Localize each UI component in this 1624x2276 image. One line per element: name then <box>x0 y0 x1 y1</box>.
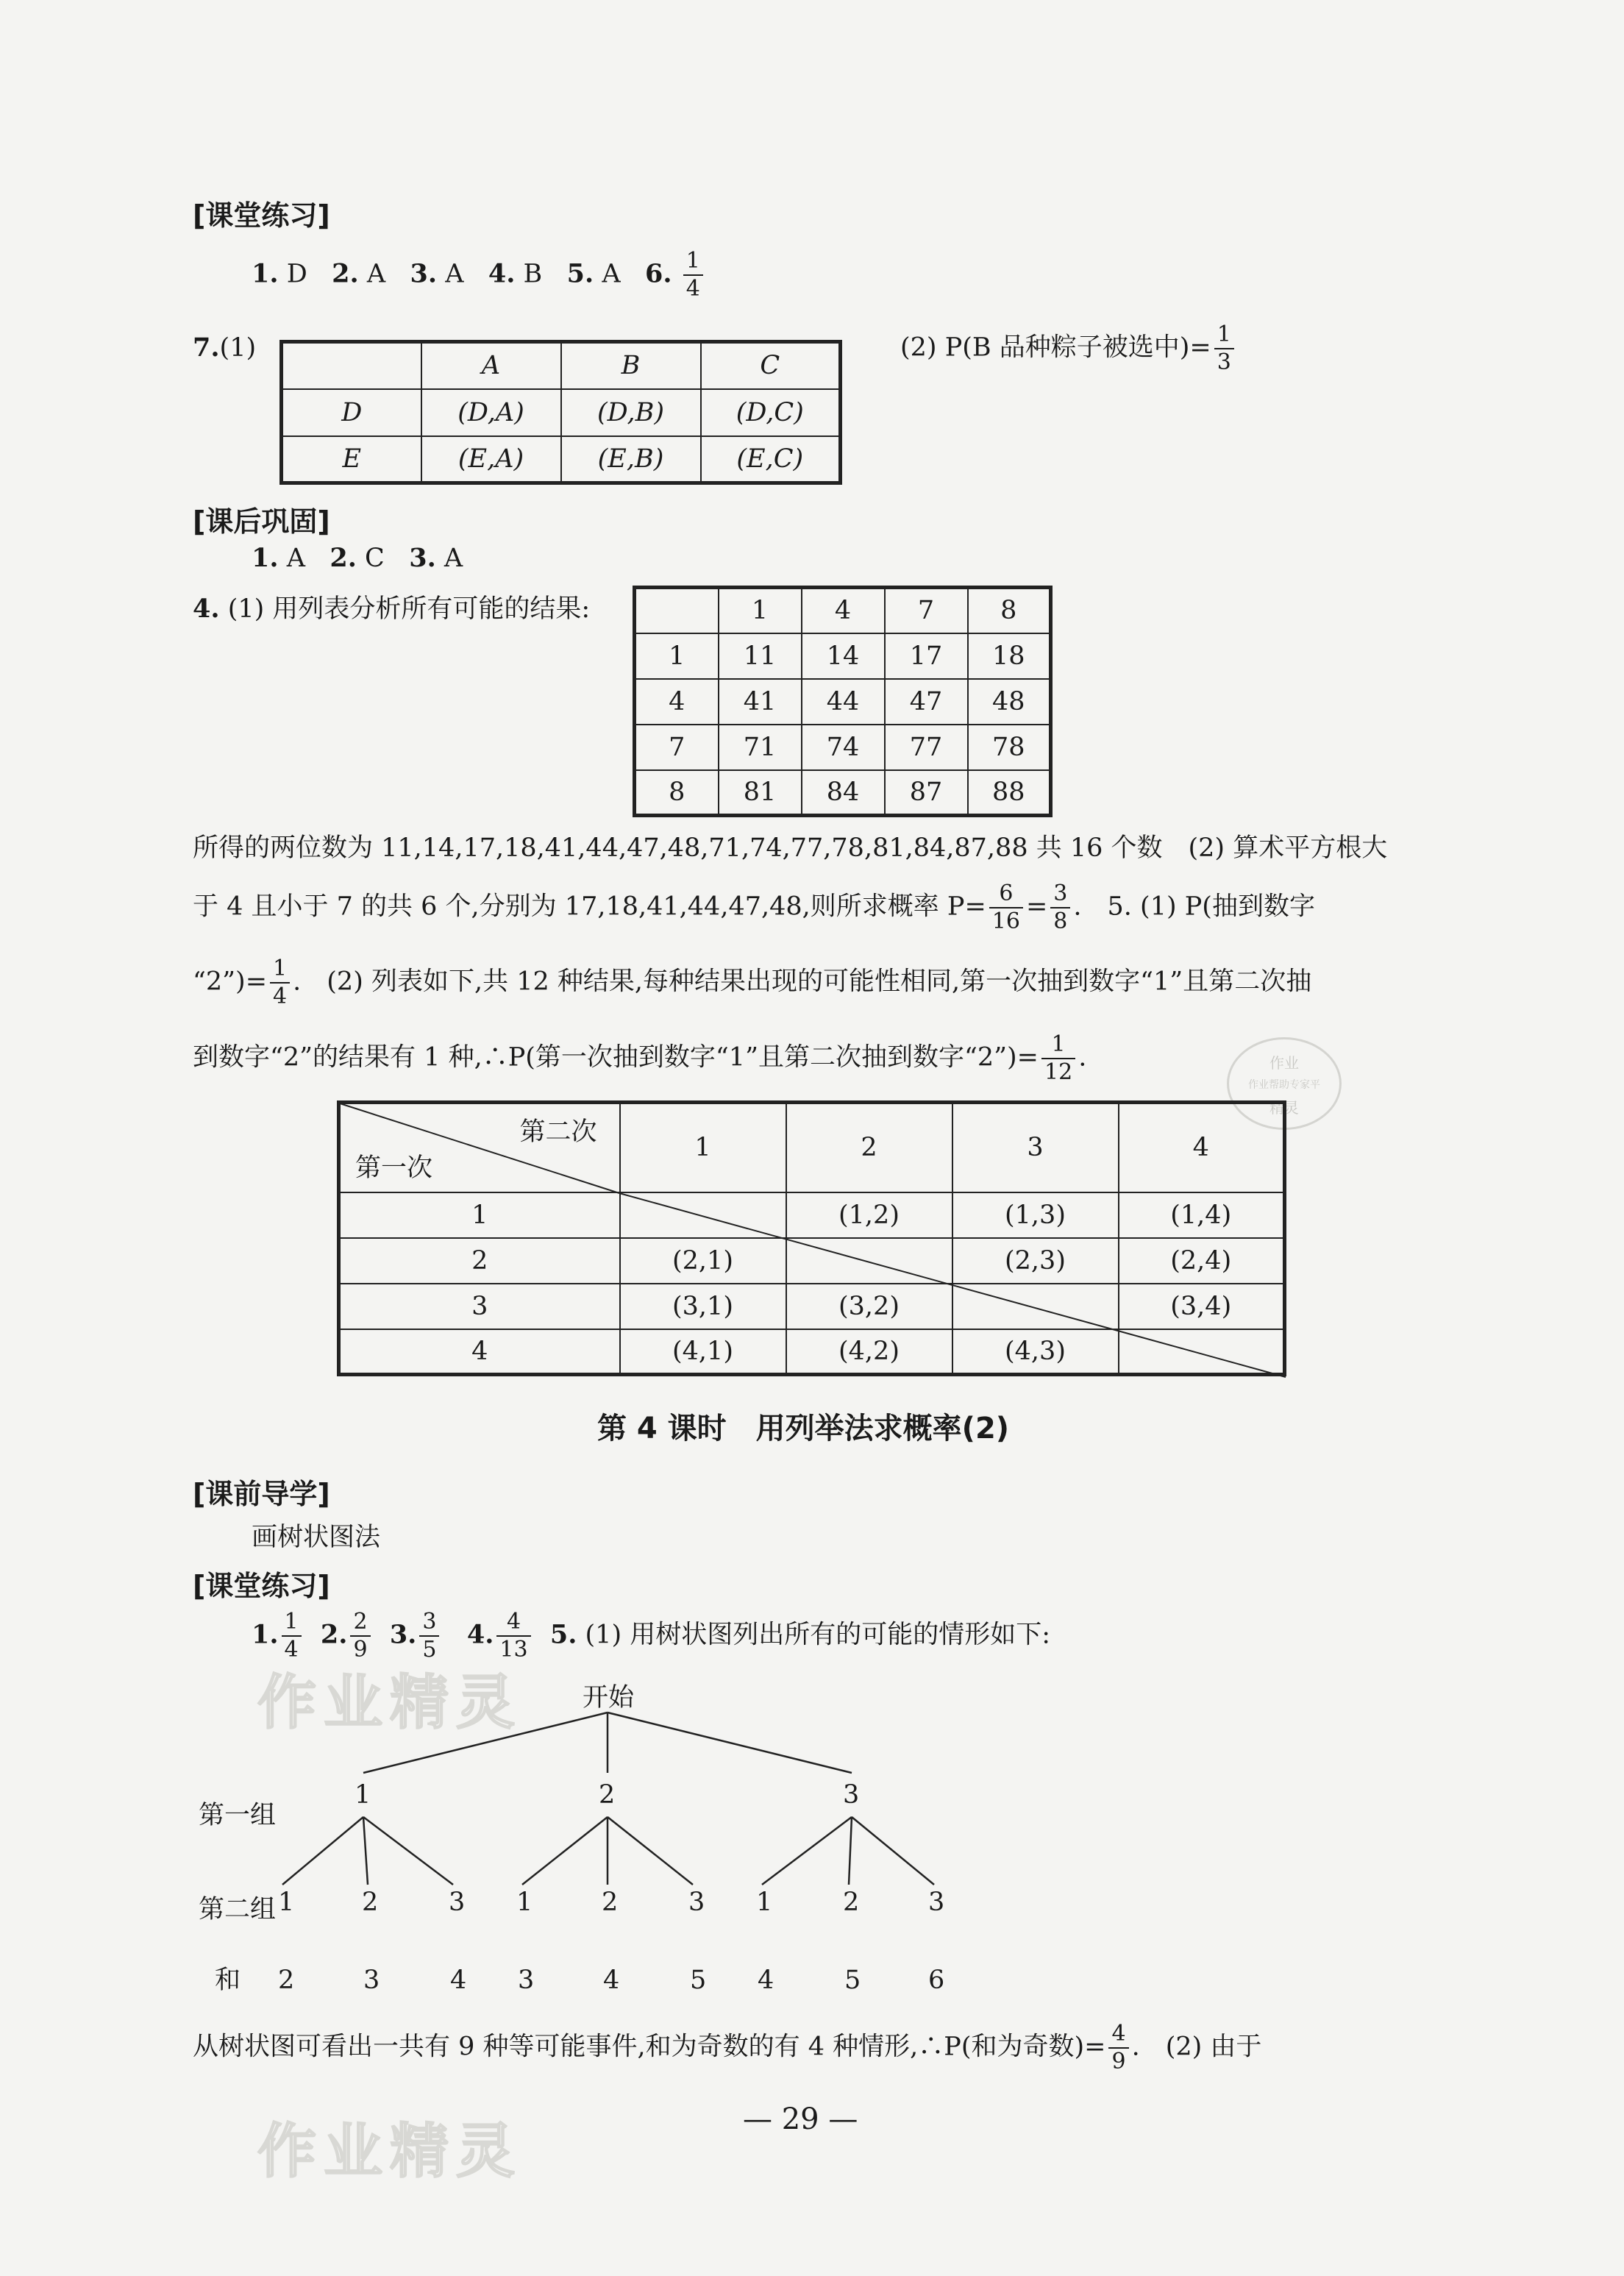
q4-para2-tail: . 5. (1) P(抽到数字 <box>1073 892 1315 922</box>
after-q3-label: 3. <box>409 543 436 573</box>
q5-row-header: 4 <box>339 1329 620 1375</box>
tree-level2-node: 3 <box>928 1888 945 1917</box>
q4-paragraph-3 <box>193 958 1311 1008</box>
answers-line-1 <box>252 250 706 300</box>
p2-q1-fraction: $\frac{1}{4}$ <box>282 1611 302 1661</box>
q4-table <box>633 586 1053 817</box>
p2-q2-fraction: $\frac{2}{9}$ <box>350 1611 370 1661</box>
q5-cell: (3,1) <box>620 1284 786 1329</box>
q2-label: 2. <box>332 258 359 289</box>
section-heading-after-class: [课后巩固] <box>193 505 330 538</box>
q7-cell: (E,A) <box>421 436 561 483</box>
q3-label: 3. <box>410 258 438 289</box>
q5-row-header: 2 <box>339 1238 620 1284</box>
q5-cell: (1,4) <box>1119 1192 1285 1238</box>
q7-row-header: E <box>282 436 421 483</box>
tree-edge <box>852 1817 934 1885</box>
q4-row-header: 1 <box>635 633 719 679</box>
q5-table-wrapper <box>337 1100 1283 1373</box>
section-heading-classroom-practice-2: [课堂练习] <box>193 1570 330 1602</box>
q6-fraction: $\frac{1}{4}$ <box>683 250 703 300</box>
q5-cell: (3,4) <box>1119 1284 1285 1329</box>
q5-table-diagonals <box>337 1100 1290 1380</box>
q4-row-header: 4 <box>635 679 719 725</box>
conclusion-fraction: $\frac{4}{9}$ <box>1108 2023 1128 2073</box>
q7-cell: (D,B) <box>561 389 701 436</box>
q4-row-header: 7 <box>635 725 719 770</box>
q4-cell: 47 <box>885 679 968 725</box>
q4-cell: 14 <box>802 633 885 679</box>
q5-conclusion-text: 到数字“2”的结果有 1 种,∴P(第一次抽到数字“1”且第二次抽到数字“2”)= <box>193 1042 1039 1073</box>
q4-cell: 84 <box>802 770 885 816</box>
q4-cell: 74 <box>802 725 885 770</box>
tree-edge <box>608 1817 693 1885</box>
q7-cell: (E,B) <box>561 436 701 483</box>
q5-conclusion-tail: . <box>1078 1042 1087 1073</box>
q7-table <box>279 340 842 485</box>
q3-answer: A <box>445 259 464 289</box>
q5-part1-fraction: $\frac{1}{4}$ <box>270 958 290 1008</box>
q4-paragraph-4 <box>193 1031 1087 1085</box>
q5-cell: (1,3) <box>952 1192 1119 1238</box>
tree-sum: 3 <box>518 1966 535 1995</box>
tree-level1-node: 2 <box>599 1780 616 1810</box>
main-diagonal-line <box>619 1193 1286 1377</box>
q5-answer: A <box>602 259 621 289</box>
q5-col-header: 1 <box>620 1103 786 1192</box>
q4-table-header: 1 <box>719 588 802 633</box>
tree-sum: 4 <box>603 1966 620 1995</box>
stamp-mid-text: 作业帮助专家平 <box>1248 1079 1320 1091</box>
after-q1-answer: A <box>286 544 305 573</box>
tree-sum: 5 <box>844 1966 861 1995</box>
tree-edge <box>762 1817 852 1885</box>
q5-cell: (1,2) <box>786 1192 952 1238</box>
q4-cell: 18 <box>968 633 1051 679</box>
watermark-bottom: 作业精灵 <box>257 2117 522 2186</box>
q5-corner-bottom: 第一次 <box>355 1153 433 1183</box>
q6-label: 6. <box>645 258 672 289</box>
q7-header-cell: B <box>561 342 701 389</box>
q4-cell: 11 <box>719 633 802 679</box>
q5-cell: (4,3) <box>952 1329 1119 1375</box>
tree-sum: 6 <box>928 1966 945 1995</box>
pre-class-text: 画树状图法 <box>252 1523 381 1552</box>
tree-edge <box>849 1817 852 1885</box>
q7-part1: (1) <box>219 333 257 363</box>
tree-level2-node: 3 <box>688 1888 705 1917</box>
q4-cell: 48 <box>968 679 1051 725</box>
q4-paragraph-2 <box>193 883 1315 933</box>
q4-table-header: 7 <box>885 588 968 633</box>
q5-col-header: 3 <box>952 1103 1119 1192</box>
q4-table-header: 4 <box>802 588 885 633</box>
conclusion-tail: . (2) 由于 <box>1131 2032 1262 2062</box>
stamp-top-text: 作业 <box>1269 1054 1299 1072</box>
q5-label: 5. <box>566 258 594 289</box>
after-q2-label: 2. <box>330 543 357 573</box>
tree-edge <box>363 1817 368 1885</box>
p2-q4-fraction: $\frac{4}{13}$ <box>496 1611 530 1661</box>
q5-cell: (2,1) <box>620 1238 786 1284</box>
after-q3-answer: A <box>444 544 463 573</box>
q7-row-header: D <box>282 389 421 436</box>
tree-edge <box>522 1817 608 1885</box>
after-q1-label: 1. <box>252 543 279 573</box>
tree-level2-node: 1 <box>278 1888 295 1917</box>
lesson-title: 第 4 课时 用列举法求概率(2) <box>597 1412 1010 1445</box>
p2-q5-text: (1) 用树状图列出所有的可能的情形如下: <box>585 1620 1051 1650</box>
tree-level1-node: 3 <box>843 1780 860 1810</box>
q2-answer: A <box>366 259 386 289</box>
q1-answer: D <box>286 259 307 289</box>
p2-q1-label: 1. <box>252 1619 279 1650</box>
tree-level2-node: 2 <box>362 1888 379 1917</box>
q7-label-row <box>193 332 256 363</box>
tree-sum: 2 <box>278 1966 295 1995</box>
after-q2-answer: C <box>365 544 385 573</box>
q4-intro <box>193 588 590 625</box>
q5-cell: (2,3) <box>952 1238 1119 1284</box>
q4-cell: 88 <box>968 770 1051 816</box>
tree-conclusion <box>193 2023 1261 2073</box>
tree-group2-label: 第二组 <box>199 1895 277 1924</box>
q7-cell: (D,A) <box>421 389 561 436</box>
tree-level2-node: 1 <box>756 1888 773 1917</box>
q7-cell <box>282 342 421 389</box>
q4-cell: 44 <box>802 679 885 725</box>
q7-part2 <box>900 321 1237 375</box>
tree-level2-node: 1 <box>516 1888 533 1917</box>
q5-conclusion-fraction: $\frac{1}{12}$ <box>1041 1034 1075 1084</box>
q4-para2-text: 于 4 且小于 7 的共 6 个,分别为 17,18,41,44,47,48,则所求概率 P= <box>193 892 986 922</box>
section-heading-pre-class: [课前导学] <box>193 1478 330 1510</box>
q7-cell: (E,C) <box>701 436 841 483</box>
tree-level2-node: 2 <box>843 1888 860 1917</box>
tree-sum-label: 和 <box>215 1966 241 1995</box>
stamp-bottom-text: 精灵 <box>1269 1099 1299 1117</box>
tree-edge <box>282 1817 363 1885</box>
q5-part1-text: “2”)= <box>193 967 268 997</box>
q1-label: 1. <box>252 258 279 289</box>
q7-header-cell: A <box>421 342 561 389</box>
q4-answer: B <box>523 259 543 289</box>
q7-label: 7. <box>193 332 220 363</box>
tree-root: 开始 <box>583 1683 635 1713</box>
watermark-top: 作业精灵 <box>257 1668 522 1737</box>
q4-label: 4. <box>488 258 516 289</box>
tree-sum: 4 <box>758 1966 774 1995</box>
tree-sum: 3 <box>363 1966 380 1995</box>
tree-sum: 5 <box>690 1966 707 1995</box>
q4-cell: 77 <box>885 725 968 770</box>
q5-cell: (4,2) <box>786 1329 952 1375</box>
q4-fraction-3-8: $\frac{3}{8}$ <box>1050 883 1070 933</box>
tree-edge <box>363 1817 453 1885</box>
practice2-answers <box>252 1611 1050 1661</box>
tree-level2-node: 2 <box>602 1888 619 1917</box>
p2-q3-fraction: $\frac{3}{5}$ <box>419 1611 439 1661</box>
q7-cell: (D,C) <box>701 389 841 436</box>
q4-fraction-6-16: $\frac{6}{16}$ <box>989 883 1023 933</box>
q7-part2-text: (2) P(B 品种粽子被选中)= <box>900 332 1211 363</box>
q4-equals: = <box>1025 892 1048 922</box>
q4-intro-text: (1) 用列表分析所有可能的结果: <box>227 594 591 624</box>
q4-cell: 87 <box>885 770 968 816</box>
q7-header-cell: C <box>701 342 841 389</box>
corner-diagonal-line <box>340 1103 619 1193</box>
q4-row-header: 8 <box>635 770 719 816</box>
q4-cell: 41 <box>719 679 802 725</box>
q5-part2-text: . (2) 列表如下,共 12 种结果,每种结果出现的可能性相同,第一次抽到数字“1”且第二次抽 <box>293 967 1312 997</box>
q5-cell: (4,1) <box>620 1329 786 1375</box>
q4-cell: 17 <box>885 633 968 679</box>
after-answers <box>252 543 463 573</box>
q4-table-header: 8 <box>968 588 1051 633</box>
conclusion-text: 从树状图可看出一共有 9 种等可能事件,和为奇数的有 4 种情形,∴P(和为奇数)= <box>193 2032 1106 2062</box>
p2-q4-label: 4. <box>466 1619 494 1650</box>
tree-level1-node: 1 <box>355 1780 371 1810</box>
q4-table-corner <box>635 588 719 633</box>
q5-cell: (2,4) <box>1119 1238 1285 1284</box>
q5-corner-top: 第二次 <box>519 1117 597 1147</box>
tree-group1-label: 第一组 <box>199 1801 277 1830</box>
q5-row-header: 3 <box>339 1284 620 1329</box>
q4-paragraph-1: 所得的两位数为 11,14,17,18,41,44,47,48,71,74,77,78,81,84,87,88 共 16 个数 (2) 算术平方根大 <box>193 833 1388 863</box>
q4-cell: 78 <box>968 725 1051 770</box>
q4-cell: 81 <box>719 770 802 816</box>
section-heading-classroom-practice: [课堂练习] <box>193 199 330 232</box>
tree-sum: 4 <box>450 1966 467 1995</box>
q4-cell: 71 <box>719 725 802 770</box>
q7-part2-fraction: $\frac{1}{3}$ <box>1214 324 1234 374</box>
q5-cell: (3,2) <box>786 1284 952 1329</box>
page-number: — 29 — <box>743 2102 858 2136</box>
q5-row-header: 1 <box>339 1192 620 1238</box>
p2-q2-label: 2. <box>320 1619 348 1650</box>
q5-col-header: 2 <box>786 1103 952 1192</box>
q4-label: 4. <box>193 594 220 624</box>
p2-q5-label: 5. <box>549 1619 577 1650</box>
q5-col-header: 4 <box>1119 1103 1285 1192</box>
tree-level2-node: 3 <box>449 1888 466 1917</box>
p2-q3-label: 3. <box>389 1619 417 1650</box>
tree-edge <box>608 1713 852 1773</box>
